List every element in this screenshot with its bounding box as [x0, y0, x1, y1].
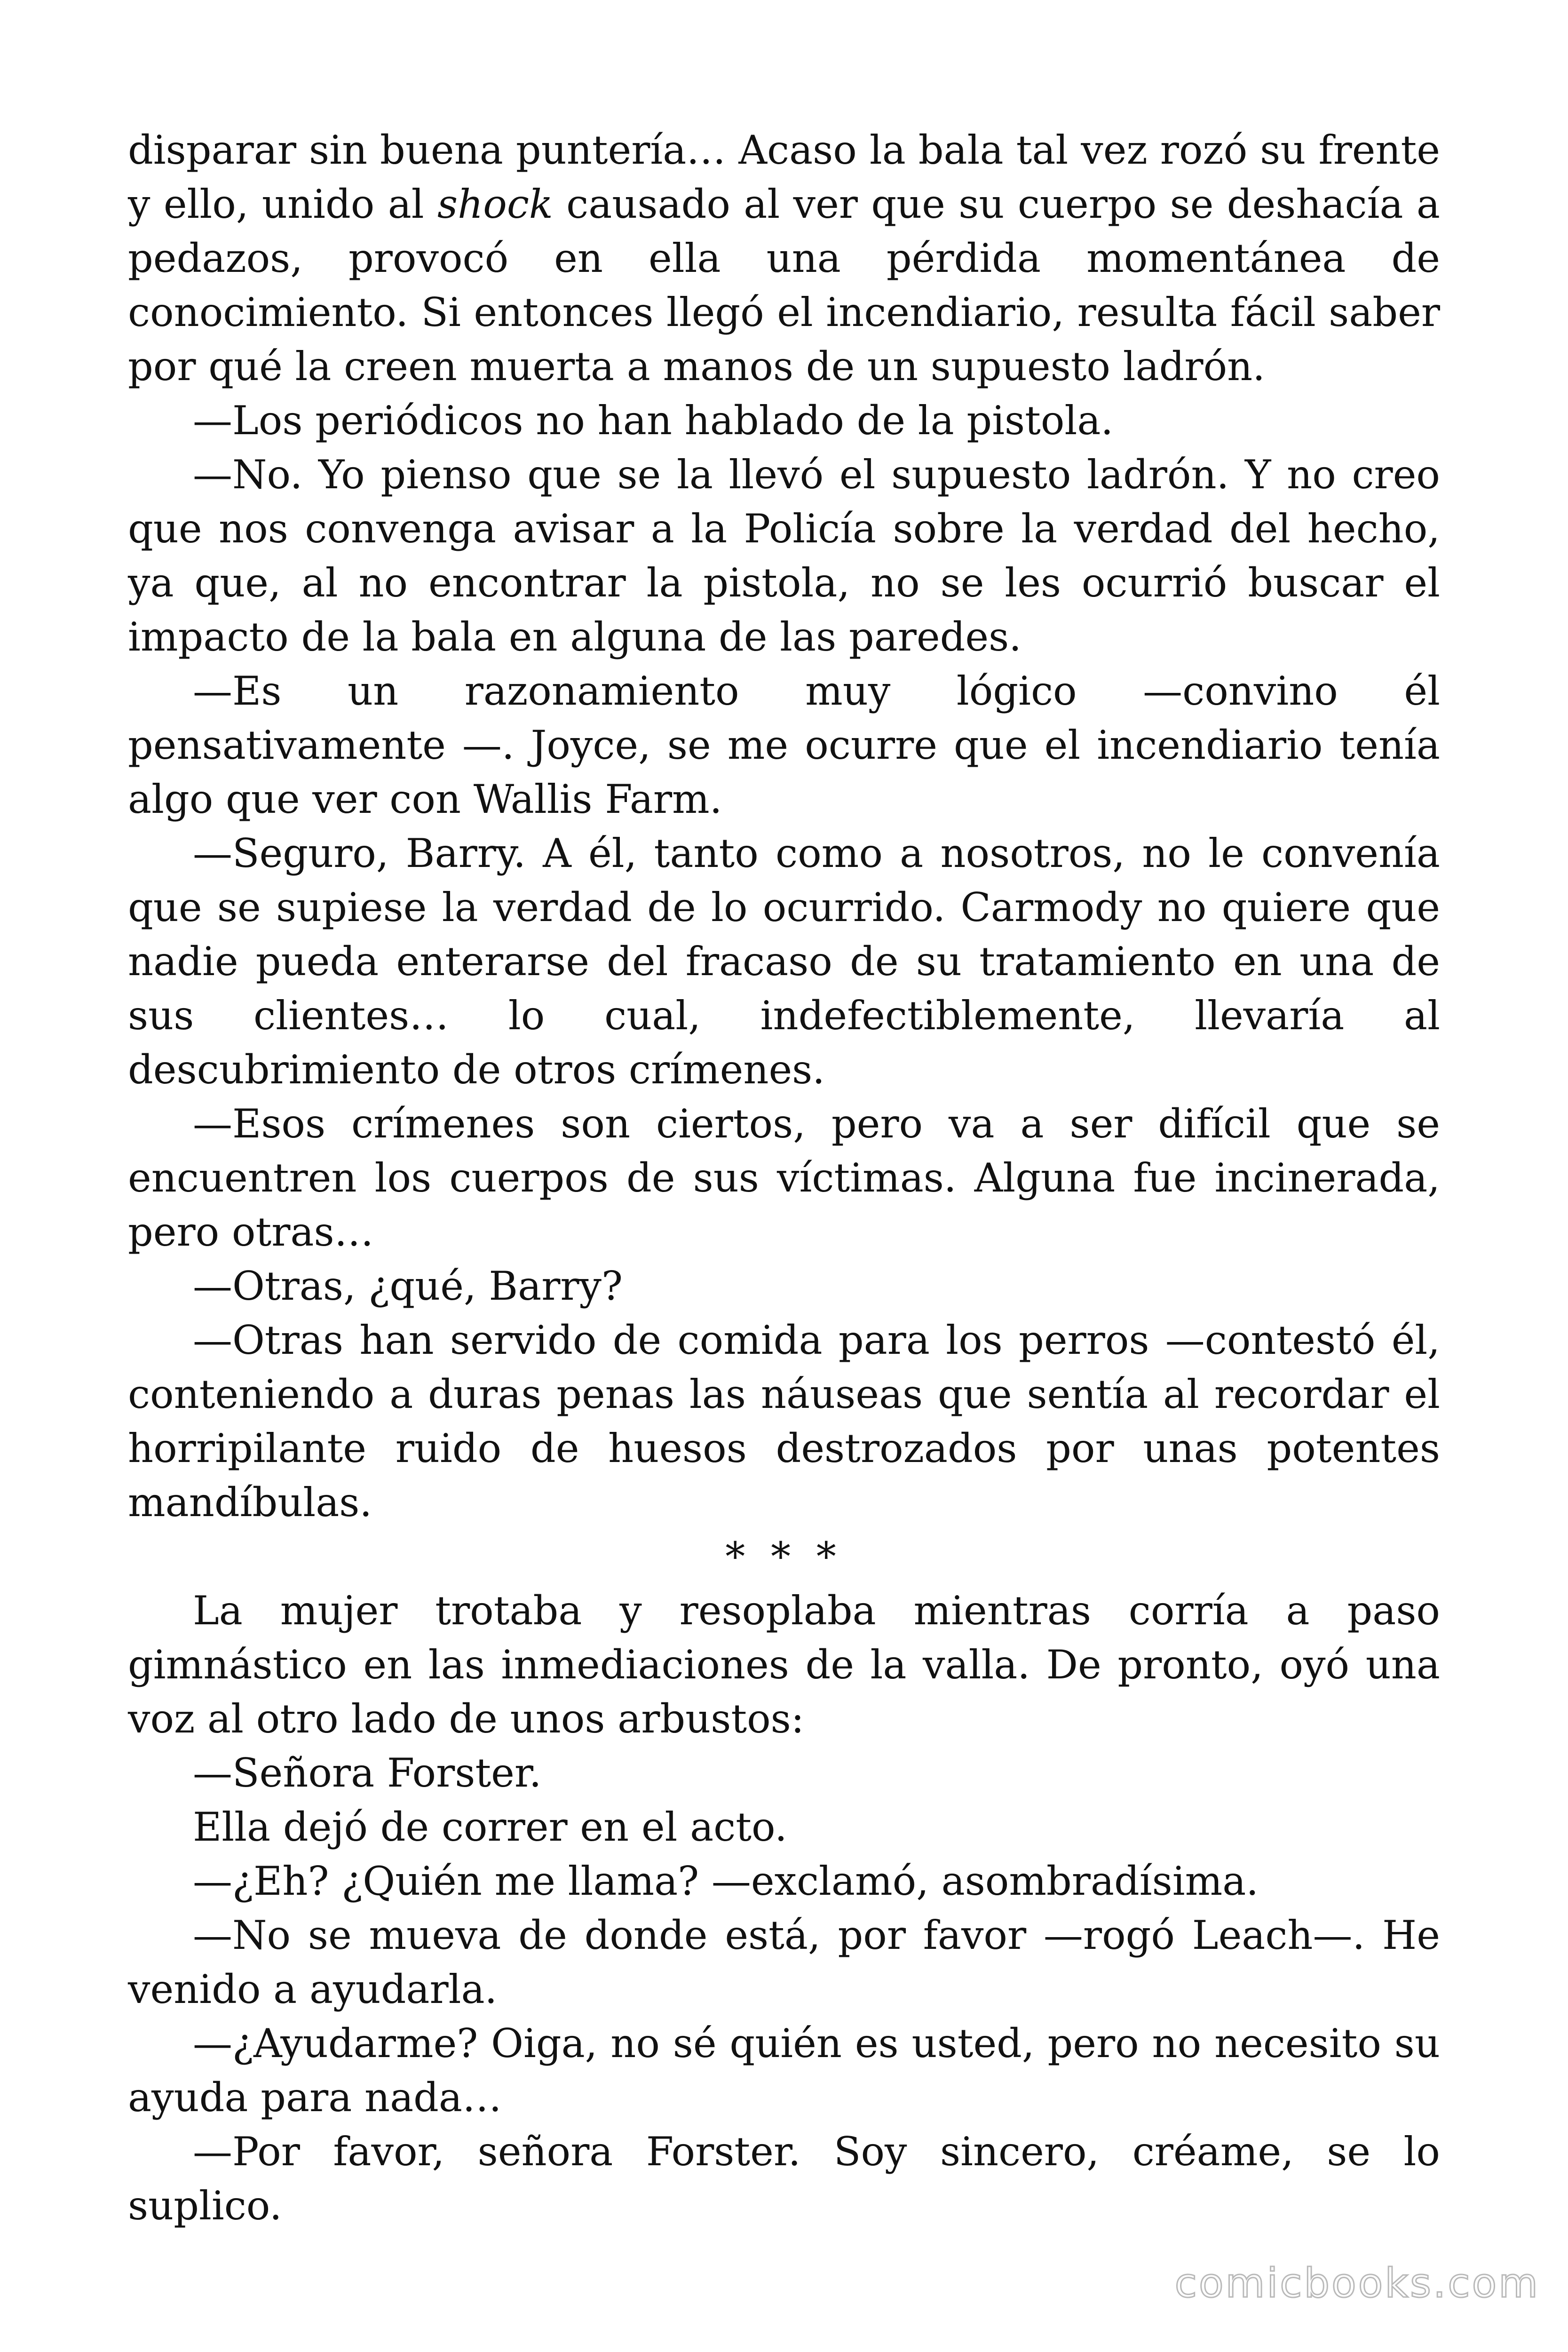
paragraph-12: —¿Eh? ¿Quién me llama? —exclamó, asombradísima. — [193, 1858, 1259, 1904]
paragraph-13: —No se mueva de donde está, por favor —rogó Leach—. He venido a ayudarla. — [128, 1912, 1440, 2012]
paragraph-3: —No. Yo pienso que se la llevó el supuesto ladrón. Y no creo que nos convenga avisar a la Policía sobre la verdad del hecho, ya que, al no encontrar la pistola, no se les ocurrió buscar el impacto de la bala en alguna de las paredes. — [128, 452, 1440, 660]
paragraph-14: —¿Ayudarme? Oiga, no sé quién es usted, pero no necesito su ayuda para nada… — [128, 2020, 1440, 2121]
paragraph-9: La mujer trotaba y resoplaba mientras corría a paso gimnástico en las inmediaciones de la valla. De pronto, oyó una voz al otro lado de unos arbustos: — [128, 1588, 1440, 1742]
text-run: causado al ver que su cuerpo se deshacía a pedazos, provocó en ella una pérdida momentánea de conocimiento. Si entonces llegó el incendiario, resulta fácil saber por qué la creen muerta a manos de un supuesto ladrón. — [128, 181, 1441, 389]
scene-break: * * * — [725, 1534, 843, 1580]
paragraph-1 — [128, 123, 1440, 394]
paragraph-7: —Otras, ¿qué, Barry? — [193, 1263, 623, 1309]
paragraph-10: —Señora Forster. — [193, 1750, 542, 1796]
paragraph-5: —Seguro, Barry. A él, tanto como a nosotros, no le convenía que se supiese la verdad de lo ocurrido. Carmody no quiere que nadie pueda enterarse del fracaso de su tratamiento en una de sus clientes… lo cual, indefectiblemente, llevaría al descubrimiento de otros crímenes. — [128, 830, 1440, 1093]
body-text — [128, 123, 1440, 2233]
watermark: comicbooks.com — [1174, 2260, 1540, 2307]
paragraph-6: —Esos crímenes son ciertos, pero va a ser difícil que se encuentren los cuerpos de sus víctimas. Alguna fue incinerada, pero otras… — [128, 1101, 1440, 1255]
italic-word: shock — [437, 181, 553, 227]
paragraph-8: —Otras han servido de comida para los perros —contestó él, conteniendo a duras penas las náuseas que sentía al recordar el horripilante ruido de huesos destrozados por unas potentes mandíbulas. — [128, 1317, 1440, 1526]
text-run: disparar sin buena puntería… Acaso la bala tal vez rozó su frente y ello, unido al — [128, 127, 1440, 227]
paragraph-2: —Los periódicos no han hablado de la pistola. — [193, 397, 1114, 444]
paragraph-4: —Es un razonamiento muy lógico —convino él pensativamente —. Joyce, se me ocurre que el incendiario tenía algo que ver con Wallis Farm. — [128, 668, 1440, 822]
paragraph-15: —Por favor, señora Forster. Soy sincero, créame, se lo suplico. — [128, 2129, 1440, 2229]
paragraph-11: Ella dejó de correr en el acto. — [193, 1804, 787, 1850]
